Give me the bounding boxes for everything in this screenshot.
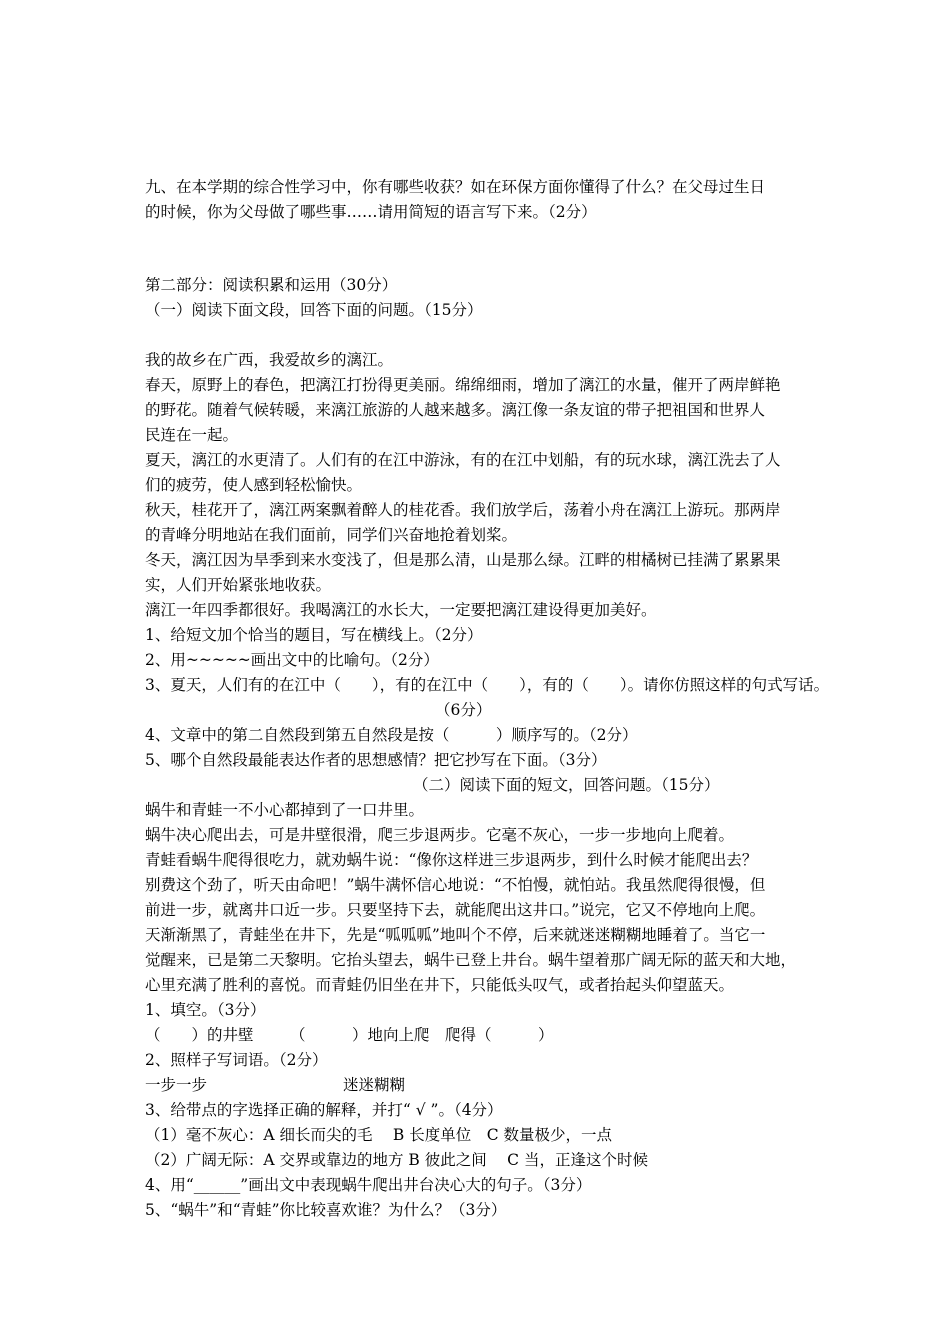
passage2-line-3: 青蛙看蜗牛爬得很吃力，就劝蜗牛说：“像你这样进三步退两步，到什么时候才能爬出去？ — [145, 851, 758, 869]
passage1-para4-line1: 秋天，桂花开了，漓江两案飘着醉人的桂花香。我们放学后，荡着小舟在漓江上游玩。那两岸 — [145, 501, 781, 519]
section1-question-4: 4、文章中的第二自然段到第五自然段是按（ ）顺序写的。（2分） — [145, 726, 638, 744]
passage1-para6: 漓江一年四季都很好。我喝漓江的水长大，一定要把漓江建设得更加美好。 — [145, 601, 657, 619]
blank-well-wall: （ ）的井壁 — [145, 1026, 254, 1044]
passage1-para2-line3: 民连在一起。 — [145, 426, 239, 444]
passage2-line-7: 觉醒来，已是第二天黎明。它抬头望去，蜗牛已登上井台。蜗牛望着那广阔无际的蓝天和大地， — [145, 951, 797, 969]
section1-question-2: 2、用~~~~~画出文中的比喻句。（2分） — [145, 651, 439, 669]
section1-question-3-score: （6分） — [435, 701, 492, 719]
passage1-para2-line1: 春天，原野上的春色，把漓江打扮得更美丽。绵绵细雨，增加了漓江的水量，催开了两岸鲜艳 — [145, 376, 781, 394]
section2-question-1: 1、填空。（3分） — [145, 1001, 266, 1019]
passage1-para5-line1: 冬天，漓江因为旱季到来水变浅了，但是那么清，山是那么绿。江畔的柑橘树已挂满了累累果 — [145, 551, 781, 569]
section1-question-5: 5、哪个自然段最能表达作者的思想感情？把它抄写在下面。（3分） — [145, 751, 607, 769]
section1-question-1: 1、给短文加个恰当的题目，写在横线上。（2分） — [145, 626, 483, 644]
section2-question-3-option-1: （1）毫不灰心：A 细长而尖的毛 B 长度单位 C 数量极少，一点 — [145, 1126, 613, 1144]
section2-question-2: 2、照样子写词语。（2分） — [145, 1051, 328, 1069]
section2-question-5: 5、“蜗牛”和“青蛙”你比较喜欢谁？为什么？（3分） — [145, 1201, 507, 1219]
q9-line-2: 的时候，你为父母做了哪些事……请用简短的语言写下来。（2分） — [145, 203, 597, 221]
section2-heading: （二）阅读下面的短文，回答问题。（15分） — [413, 776, 720, 794]
section2-question-3: 3、给带点的字选择正确的解释，并打“ √ ”。（4分） — [145, 1101, 503, 1119]
passage1-para2-line2: 的野花。随着气候转暖，来漓江旅游的人越来越多。漓江像一条友谊的带子把祖国和世界人 — [145, 401, 766, 419]
example-word-2: 迷迷糊糊 — [343, 1076, 406, 1094]
passage1-para1: 我的故乡在广西，我爱故乡的漓江。 — [145, 351, 394, 369]
section2-question-1-blanks — [145, 1023, 825, 1048]
passage1-para4-line2: 的青峰分明地站在我们面前，同学们兴奋地抢着划桨。 — [145, 526, 518, 544]
passage2-line-2: 蜗牛决心爬出去，可是井壁很滑，爬三步退两步。它毫不灰心，一步一步地向上爬着。 — [145, 826, 735, 844]
section1-question-3: 3、夏天，人们有的在江中（ ），有的在江中（ ），有的（ ）。请你仿照这样的句式写话。 — [145, 676, 830, 694]
section1-heading: （一）阅读下面文段，回答下面的问题。（15分） — [145, 301, 483, 319]
section2-question-3-option-2: （2）广阔无际：A 交界或靠边的地方 B 彼此之间 C 当，正逢这个时候 — [145, 1151, 648, 1169]
passage2-line-6: 天渐渐黑了，青蛙坐在井下，先是“呱呱呱”地叫个不停，后来就迷迷糊糊地睡着了。当它一 — [145, 926, 766, 944]
blank-climb-up: （ ）地向上爬 — [290, 1026, 430, 1044]
part2-title: 第二部分：阅读积累和运用（30分） — [145, 276, 398, 294]
example-word-1: 一步一步 — [145, 1076, 208, 1094]
passage1-para3-line2: 们的疲劳，使人感到轻松愉快。 — [145, 476, 363, 494]
section2-question-2-examples — [145, 1073, 825, 1098]
passage2-line-4: 别费这个劲了，听天由命吧！”蜗牛满怀信心地说：“不怕慢，就怕站。我虽然爬得很慢，但 — [145, 876, 766, 894]
passage2-line-8: 心里充满了胜利的喜悦。而青蛙仍旧坐在井下，只能低头叹气，或者抬起头仰望蓝天。 — [145, 976, 735, 994]
blank-climb-manner: 爬得（ ） — [445, 1026, 554, 1044]
passage2-line-1: 蜗牛和青蛙一不小心都掉到了一口井里。 — [145, 801, 425, 819]
passage2-line-5: 前进一步，就离井口近一步。只要坚持下去，就能爬出这井口。”说完，它又不停地向上爬。 — [145, 901, 766, 919]
q9-line-1: 九、在本学期的综合性学习中，你有哪些收获？如在环保方面你懂得了什么？在父母过生日 — [145, 178, 766, 196]
passage1-para5-line2: 实，人们开始紧张地收获。 — [145, 576, 332, 594]
section2-question-4: 4、用“______”画出文中表现蜗牛爬出井台决心大的句子。（3分） — [145, 1176, 592, 1194]
passage1-para3-line1: 夏天，漓江的水更清了。人们有的在江中游泳，有的在江中划船，有的玩水球，漓江洗去了人 — [145, 451, 781, 469]
